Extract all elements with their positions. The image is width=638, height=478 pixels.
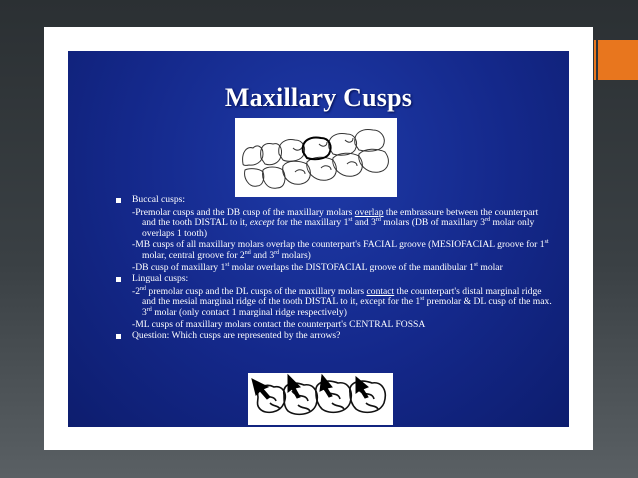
underlined-term: contact — [366, 285, 395, 297]
bullet-label: Question: Which cusps are represented by the arrows? — [132, 330, 341, 342]
bullet-square-icon — [116, 334, 121, 339]
accent-block — [598, 40, 638, 80]
bullet-square-icon — [116, 198, 121, 203]
italic-term: except — [249, 217, 275, 229]
teeth-arrows-image — [248, 373, 393, 425]
text-segment: -ML cusps of maxillary molars contact the counterpart's CENTRAL FOSSA — [132, 318, 426, 330]
text-segment: molars) — [279, 249, 311, 261]
lingual-item-1 — [124, 287, 554, 319]
text-segment: molar overlaps the DISTOFACIAL groove of the mandibular 1 — [229, 261, 474, 273]
text-segment: molar — [477, 261, 503, 273]
teeth-occlusion-image — [235, 118, 397, 197]
text-segment: -Premolar cusps and the DB cusp of the maxillary molars — [132, 206, 355, 218]
superscript: st — [420, 296, 425, 303]
text-segment: molar (only contact 1 marginal ridge respectively) — [151, 306, 347, 318]
text-segment: -MB cusps of all maxillary molars overlap the counterpart's FACIAL groove (MESIOFACIAL groove for 1 — [132, 239, 545, 251]
slide-content — [114, 195, 554, 344]
superscript: nd — [140, 285, 146, 292]
accent-line — [594, 40, 596, 80]
superscript: rd — [274, 249, 280, 256]
text-segment: the counterpart's distal marginal ridge and the mesial marginal ridge of the tooth DISTAL to it, except for the 1 — [142, 285, 542, 308]
superscript: nd — [244, 249, 251, 256]
superscript: rd — [375, 217, 381, 223]
buccal-item-2 — [124, 240, 554, 261]
superscript: st — [544, 239, 549, 246]
text-segment: for the maxillary 1 — [274, 217, 349, 229]
superscript: rd — [146, 306, 152, 313]
bullet-label: Buccal cusps: — [132, 194, 186, 205]
text-segment: -DB cusp of maxillary 1 — [132, 261, 226, 273]
lingual-item-2 — [124, 320, 554, 331]
teeth-occlusion-icon — [235, 118, 397, 197]
text-segment: premolar & DL cusp of the max. 3 — [142, 296, 552, 318]
bullet-buccal — [114, 195, 554, 206]
text-segment: and 3 — [250, 249, 275, 261]
text-segment: molars (DB of maxillary 3 — [380, 217, 486, 229]
slide — [68, 51, 569, 427]
superscript: rd — [485, 217, 491, 223]
text-segment: premolar cusp and the DL cusps of the maxillary molars — [146, 285, 367, 297]
superscript: st — [225, 261, 230, 268]
buccal-item-1 — [124, 208, 554, 240]
text-segment: and 3 — [352, 217, 376, 229]
text-segment: molar, central groove for 2 — [142, 249, 245, 261]
superscript: st — [473, 261, 478, 268]
underlined-term: overlap — [354, 206, 384, 218]
text-segment: the embrassure between the counterpart and the tooth DISTAL to it, — [142, 206, 539, 229]
slide-title: Maxillary Cusps — [224, 83, 413, 112]
bullet-question — [114, 331, 554, 342]
text-segment: -2 — [132, 285, 140, 297]
bullet-square-icon — [116, 277, 121, 282]
buccal-item-3 — [124, 263, 554, 274]
superscript: st — [348, 217, 353, 223]
teeth-with-arrows-icon — [248, 373, 393, 425]
bullet-label: Lingual cusps: — [132, 273, 189, 285]
text-segment: molar only overlaps 1 tooth) — [142, 217, 535, 239]
bullet-lingual — [114, 274, 554, 285]
